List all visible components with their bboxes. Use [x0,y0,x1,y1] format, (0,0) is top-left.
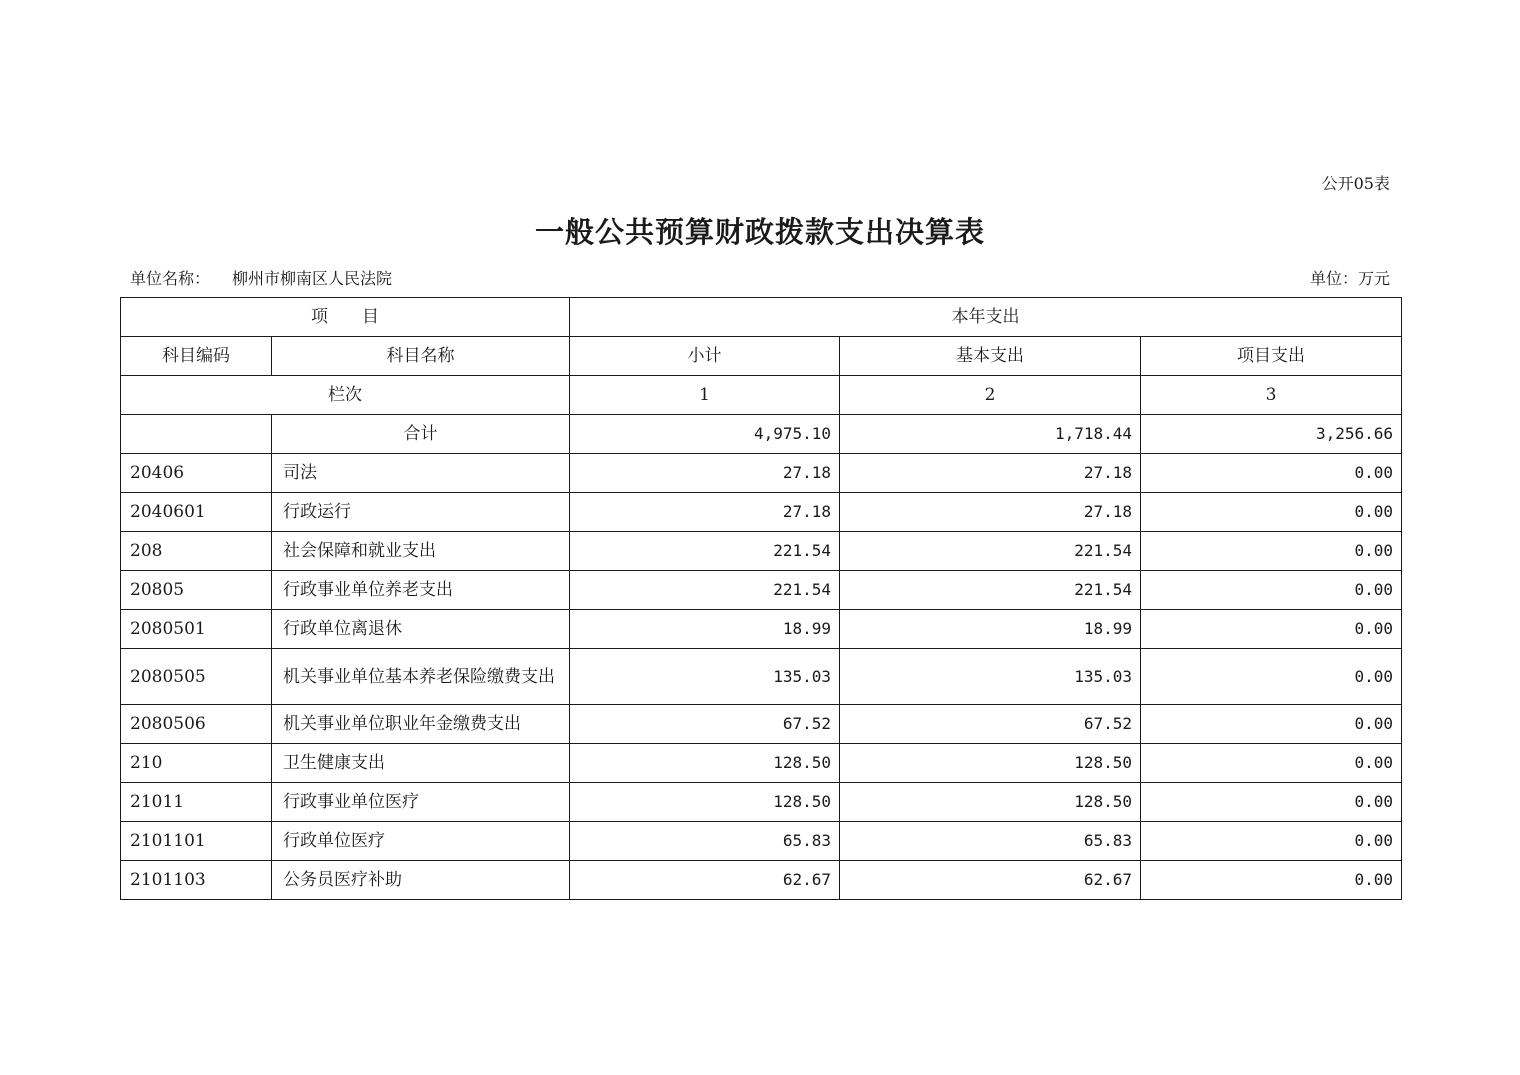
row-project: 0.00 [1141,705,1402,744]
row-project: 0.00 [1141,454,1402,493]
header-col3: 3 [1141,376,1402,415]
row-basic: 67.52 [840,705,1141,744]
row-subtotal: 128.50 [570,744,840,783]
row-project: 0.00 [1141,493,1402,532]
header-project: 项目支出 [1141,337,1402,376]
header-row-1 [121,298,1402,337]
header-item: 项 目 [121,298,570,337]
header-col1: 1 [570,376,840,415]
row-subtotal: 135.03 [570,649,840,705]
table-row [121,610,1402,649]
form-number: 公开05表 [1321,174,1390,193]
row-code: 210 [121,744,272,783]
header-subtotal: 小计 [570,337,840,376]
row-name: 机关事业单位基本养老保险缴费支出 [272,649,570,705]
row-code: 20805 [121,571,272,610]
row-subtotal: 67.52 [570,705,840,744]
table-row [121,783,1402,822]
row-subtotal: 18.99 [570,610,840,649]
table-row [121,493,1402,532]
row-subtotal: 128.50 [570,783,840,822]
row-code: 2101103 [121,861,272,900]
row-basic: 135.03 [840,649,1141,705]
row-code: 2040601 [121,493,272,532]
row-project: 0.00 [1141,744,1402,783]
row-basic: 65.83 [840,822,1141,861]
table-row [121,454,1402,493]
row-basic: 27.18 [840,493,1141,532]
row-project: 0.00 [1141,649,1402,705]
row-name: 司法 [272,454,570,493]
row-name: 行政单位医疗 [272,822,570,861]
unit-of-measure: 单位：万元 [1309,269,1390,288]
unit-name-line [130,266,392,289]
row-name: 行政事业单位养老支出 [272,571,570,610]
row-subtotal: 221.54 [570,571,840,610]
row-subtotal: 65.83 [570,822,840,861]
row-project: 0.00 [1141,861,1402,900]
row-code: 208 [121,532,272,571]
table-row [121,705,1402,744]
total-basic: 1,718.44 [840,415,1141,454]
row-name: 行政单位离退休 [272,610,570,649]
table-row [121,861,1402,900]
row-code: 21011 [121,783,272,822]
row-name: 卫生健康支出 [272,744,570,783]
row-name: 行政事业单位医疗 [272,783,570,822]
row-subtotal: 221.54 [570,532,840,571]
row-project: 0.00 [1141,783,1402,822]
header-basic: 基本支出 [840,337,1141,376]
row-name: 行政运行 [272,493,570,532]
row-name: 机关事业单位职业年金缴费支出 [272,705,570,744]
header-code: 科目编码 [121,337,272,376]
total-code-cell [121,415,272,454]
row-basic: 62.67 [840,861,1141,900]
row-basic: 128.50 [840,744,1141,783]
total-subtotal: 4,975.10 [570,415,840,454]
expenditure-table [120,297,1402,900]
table-row [121,822,1402,861]
total-label: 合计 [272,415,570,454]
header-current-year: 本年支出 [570,298,1402,337]
row-subtotal: 62.67 [570,861,840,900]
row-subtotal: 27.18 [570,454,840,493]
unit-name-label: 单位名称： [130,269,211,288]
row-code: 2080501 [121,610,272,649]
row-name: 公务员医疗补助 [272,861,570,900]
row-basic: 27.18 [840,454,1141,493]
header-row-3 [121,376,1402,415]
header-row-2 [121,337,1402,376]
row-basic: 221.54 [840,571,1141,610]
table-row [121,571,1402,610]
table-row [121,532,1402,571]
row-project: 0.00 [1141,532,1402,571]
row-code: 20406 [121,454,272,493]
header-name: 科目名称 [272,337,570,376]
page-title: 一般公共预算财政拨款支出决算表 [534,215,985,249]
row-code: 2080505 [121,649,272,705]
header-column-order: 栏次 [121,376,570,415]
row-code: 2101101 [121,822,272,861]
row-project: 0.00 [1141,571,1402,610]
row-name: 社会保障和就业支出 [272,532,570,571]
row-basic: 221.54 [840,532,1141,571]
total-row [121,415,1402,454]
row-subtotal: 27.18 [570,493,840,532]
row-basic: 128.50 [840,783,1141,822]
header-col2: 2 [840,376,1141,415]
unit-name-value: 柳州市柳南区人民法院 [232,269,393,288]
table-row [121,744,1402,783]
table-row [121,649,1402,705]
row-basic: 18.99 [840,610,1141,649]
total-project: 3,256.66 [1141,415,1402,454]
row-project: 0.00 [1141,822,1402,861]
row-code: 2080506 [121,705,272,744]
row-project: 0.00 [1141,610,1402,649]
